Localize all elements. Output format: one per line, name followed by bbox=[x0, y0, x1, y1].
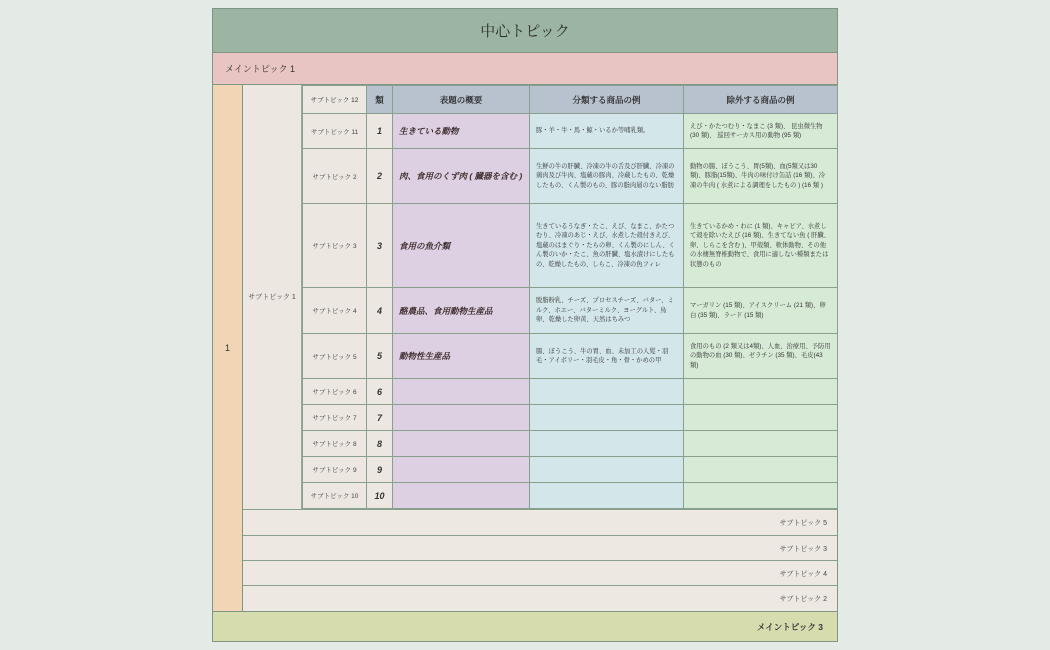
row-excluded-examples[interactable]: 生きているかめ・わに (1 類)、キャビア、水煮して殻を除いたえび (16 類)、生きてない魚 ( 肝臓、卵、しらこを含む )、甲殻類、軟体動物、その他の水棲無脊椎動物で、食用に適しない種類または状態のもの bbox=[684, 204, 838, 288]
bottom-subtopic-label: サブトピック 3 bbox=[779, 545, 827, 553]
row-class-number: 1 bbox=[367, 114, 393, 149]
row-subtopic[interactable]: サブトピック 2 bbox=[303, 149, 367, 204]
row-excluded-examples[interactable] bbox=[684, 483, 838, 509]
row-included-examples[interactable]: 腸、ぼうこう、牛の胃、血、未加工の人髪・羽毛・アイボリー・羽毛皮・角・骨・かめの甲 bbox=[530, 334, 684, 379]
row-subtopic[interactable]: サブトピック 6 bbox=[303, 379, 367, 405]
subtopic-1[interactable] bbox=[243, 85, 302, 509]
left-number-label: 1 bbox=[224, 343, 230, 353]
row-summary[interactable]: 生きている動物 bbox=[393, 114, 530, 149]
row-subtopic[interactable]: サブトピック 10 bbox=[303, 483, 367, 509]
row-summary[interactable]: 食用の魚介類 bbox=[393, 204, 530, 288]
left-number-cell bbox=[213, 85, 243, 611]
row-excluded-examples[interactable]: マーガリン (15 類)、アイスクリーム (21 類)、卵白 (35 類)、ラード (15 類) bbox=[684, 288, 838, 334]
row-included-examples[interactable] bbox=[530, 431, 684, 457]
table-row bbox=[303, 457, 838, 483]
bottom-subtopic-label: サブトピック 5 bbox=[779, 519, 827, 527]
header-included: 分類する商品の例 bbox=[530, 86, 684, 114]
row-summary[interactable]: 肉、食用のくず肉 ( 臓器を含む ) bbox=[393, 149, 530, 204]
row-summary[interactable] bbox=[393, 457, 530, 483]
header-subtopic[interactable]: サブトピック 12 bbox=[303, 86, 367, 114]
bottom-subtopic-label: サブトピック 4 bbox=[779, 570, 827, 578]
row-class-number: 9 bbox=[367, 457, 393, 483]
row-included-examples[interactable]: 生きているうなぎ・たこ、えび、なまこ、かたつむり、冷凍のあじ・えび、水煮した殻付きえび、塩蔵のはまぐり・たらの卵、くん製のにしん、くん製のいか・たこ、魚の肝臓、塩水漬けにしたもの、乾燥したもの、しらこ、冷凍の魚フィレ bbox=[530, 204, 684, 288]
bottom-subtopic-row[interactable] bbox=[243, 509, 837, 535]
center-topic[interactable] bbox=[213, 9, 837, 53]
row-excluded-examples[interactable] bbox=[684, 379, 838, 405]
row-class-number: 7 bbox=[367, 405, 393, 431]
table-row bbox=[303, 431, 838, 457]
row-class-number: 6 bbox=[367, 379, 393, 405]
table-row bbox=[303, 149, 838, 204]
row-subtopic[interactable]: サブトピック 8 bbox=[303, 431, 367, 457]
row-included-examples[interactable] bbox=[530, 483, 684, 509]
table-row bbox=[303, 288, 838, 334]
row-excluded-examples[interactable] bbox=[684, 405, 838, 431]
row-summary[interactable] bbox=[393, 405, 530, 431]
row-excluded-examples[interactable]: 動物の腸、ぼうこう、胃(5類)、血(5類又は30類)、豚脂(15類)、牛肉の味付け缶詰 (16 類)、冷凍の牛肉 ( 水煮による調理をしたもの ) (16 類 ) bbox=[684, 149, 838, 204]
table-row bbox=[303, 405, 838, 431]
row-subtopic[interactable]: サブトピック 5 bbox=[303, 334, 367, 379]
bottom-subtopic-label: サブトピック 2 bbox=[779, 595, 827, 603]
mindmap-frame bbox=[212, 8, 838, 642]
row-included-examples[interactable] bbox=[530, 379, 684, 405]
row-subtopic[interactable]: サブトピック 7 bbox=[303, 405, 367, 431]
row-subtopic[interactable]: サブトピック 3 bbox=[303, 204, 367, 288]
table-row bbox=[303, 379, 838, 405]
row-included-examples[interactable]: 生鮮の牛の肝臓、冷凍の牛の舌及び肝臓、冷凍の鶏肉及び牛肉、塩蔵の豚肉、冷蔵したもの、乾燥したもの、くん製のもの、豚の脂肉層のない脂肪 bbox=[530, 149, 684, 204]
row-summary[interactable] bbox=[393, 483, 530, 509]
main-topic-3-label: メイントピック 3 bbox=[756, 621, 823, 632]
header-class: 類 bbox=[367, 86, 393, 114]
header-summary: 表題の概要 bbox=[393, 86, 530, 114]
row-subtopic[interactable]: サブトピック 4 bbox=[303, 288, 367, 334]
subtopic-1-label: サブトピック 1 bbox=[248, 294, 296, 301]
bottom-subtopic-row[interactable] bbox=[243, 560, 837, 586]
row-summary[interactable]: 酪農品、食用動物生産品 bbox=[393, 288, 530, 334]
bottom-subtopic-row[interactable] bbox=[243, 585, 837, 611]
row-class-number: 5 bbox=[367, 334, 393, 379]
table-row bbox=[303, 114, 838, 149]
row-summary[interactable] bbox=[393, 431, 530, 457]
center-topic-label: 中心トピック bbox=[480, 23, 570, 40]
row-class-number: 3 bbox=[367, 204, 393, 288]
row-excluded-examples[interactable] bbox=[684, 457, 838, 483]
row-excluded-examples[interactable]: えび・かたつむり・なまこ (3 類)、 昆虫微生物 (30 類)、 巡回サーカス用の動物 (95 類) bbox=[684, 114, 838, 149]
row-class-number: 2 bbox=[367, 149, 393, 204]
table-row bbox=[303, 483, 838, 509]
row-excluded-examples[interactable]: 食用のもの (2 類又は4類)、人血、治療用、予防用の動物の血 (30 類)、ゼラチン (35 類)、毛皮(43類) bbox=[684, 334, 838, 379]
row-included-examples[interactable]: 豚・羊・牛・馬・鯨・いるか等哺乳類。 bbox=[530, 114, 684, 149]
row-summary[interactable] bbox=[393, 379, 530, 405]
classification-table bbox=[302, 85, 838, 509]
table-header-row bbox=[303, 86, 838, 114]
table-row bbox=[303, 204, 838, 288]
row-included-examples[interactable]: 脱脂粉乳、チーズ、プロセスチーズ、バター、ミルク、ホエー、バターミルク、ヨーグルト、鳥卵、乾燥した卵黄、天然はちみつ bbox=[530, 288, 684, 334]
header-excluded: 除外する商品の例 bbox=[684, 86, 838, 114]
table-row bbox=[303, 334, 838, 379]
main-topic-1[interactable] bbox=[213, 53, 837, 85]
main-topic-1-label: メイントピック 1 bbox=[225, 64, 295, 74]
row-class-number: 4 bbox=[367, 288, 393, 334]
row-excluded-examples[interactable] bbox=[684, 431, 838, 457]
row-subtopic[interactable]: サブトピック 11 bbox=[303, 114, 367, 149]
main-topic-3[interactable] bbox=[213, 611, 837, 641]
row-subtopic[interactable]: サブトピック 9 bbox=[303, 457, 367, 483]
row-class-number: 8 bbox=[367, 431, 393, 457]
row-summary[interactable]: 動物性生産品 bbox=[393, 334, 530, 379]
row-included-examples[interactable] bbox=[530, 405, 684, 431]
row-included-examples[interactable] bbox=[530, 457, 684, 483]
bottom-subtopic-row[interactable] bbox=[243, 535, 837, 561]
row-class-number: 10 bbox=[367, 483, 393, 509]
